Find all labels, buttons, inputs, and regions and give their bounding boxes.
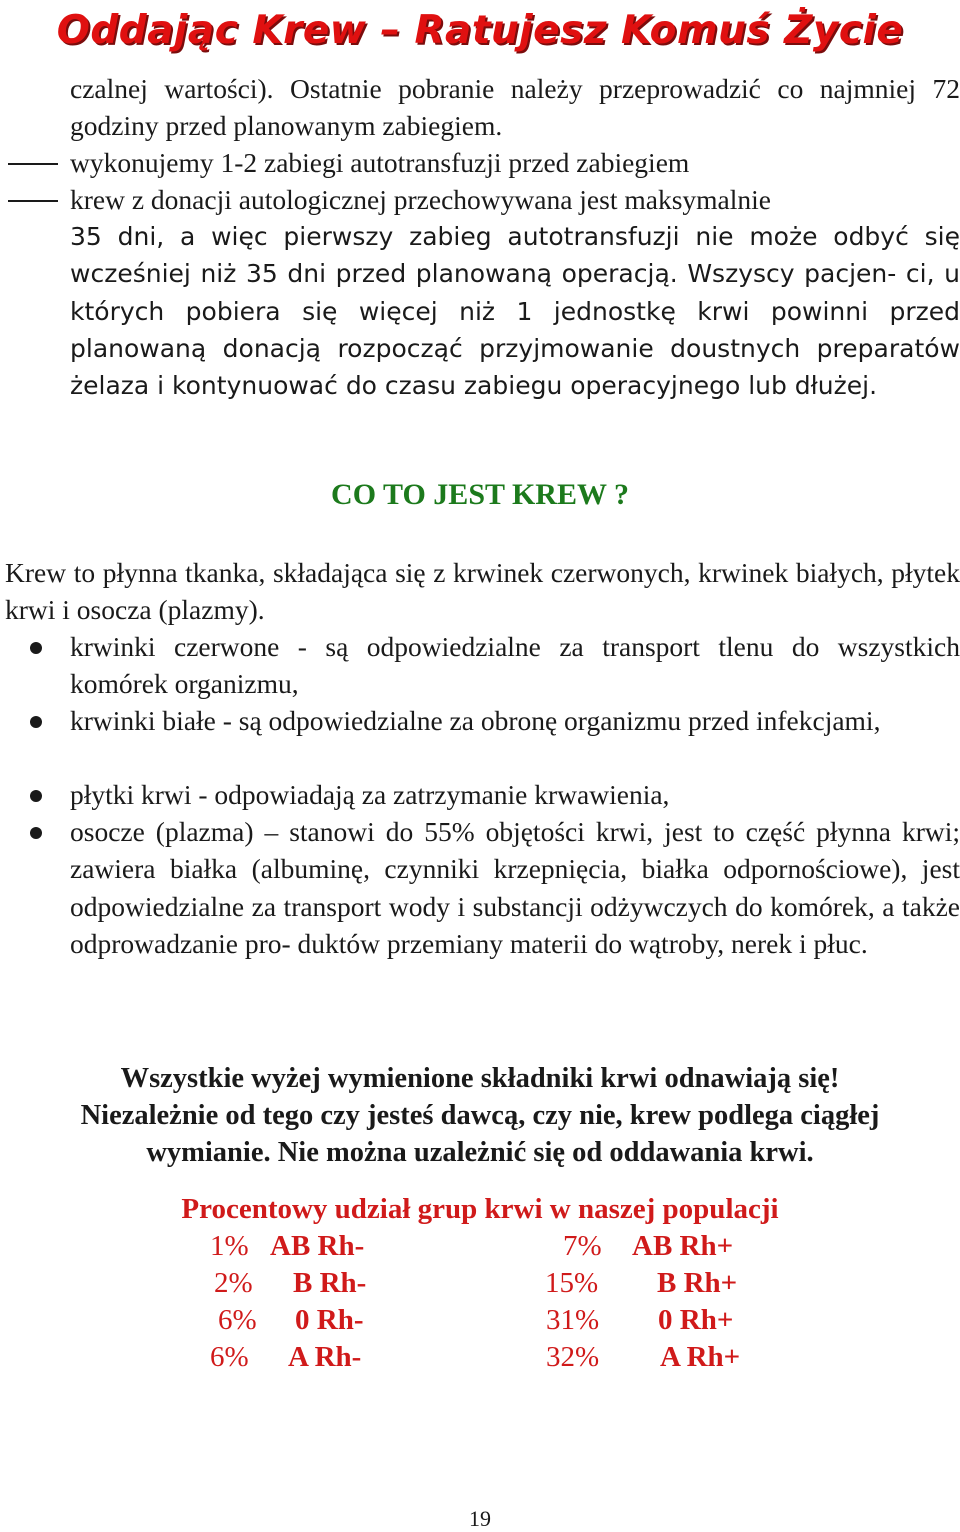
bullet-icon — [30, 827, 42, 839]
notice-line-1: Wszystkie wyżej wymienione składniki krwi odnawiają się! — [120, 1063, 840, 1094]
neg-percent: 1% — [210, 1230, 249, 1262]
notice-line-2: Niezależnie od tego czy jesteś dawcą, czy nie, krew podlega ciągłej — [80, 1100, 880, 1131]
pos-label: A Rh+ — [660, 1341, 741, 1373]
page-header — [0, 0, 960, 62]
pos-label: 0 Rh+ — [658, 1304, 734, 1336]
blood-group-row — [0, 1341, 960, 1378]
dash-item-1: wykonujemy 1-2 zabiegi autotransfuzji przed zabiegiem — [70, 147, 690, 178]
pos-label: B Rh+ — [657, 1267, 738, 1299]
neg-label: 0 Rh- — [295, 1304, 364, 1336]
intro-paragraph-1 — [70, 70, 960, 145]
page-number: 19 — [469, 1506, 491, 1531]
neg-percent: 2% — [214, 1267, 253, 1299]
blood-group-row — [0, 1230, 960, 1267]
bullet-item-4: osocze (plazma) – stanowi do 55% objętości krwi, jest to część płynna krwi; zawiera białka (albuminę, czynniki krzepnięcia, białka odpornościowe), jest odpowiedzialne za transport wody i substancji odżywczych do komórek, a także odprowadzanie pro- duktów przemiany materii do wątroby, nerek i płuc. — [70, 816, 960, 959]
bullet-icon — [30, 716, 42, 728]
bullet-item-2: krwinki białe - są odpowiedzialne za obronę organizmu przed infekcjami, — [70, 705, 881, 736]
bullet-item-1: krwinki czerwone - są odpowiedzialne za transport tlenu do wszystkich komórek organizmu, — [70, 631, 960, 700]
section-lead: Krew to płynna tkanka, składająca się z krwinek czerwonych, krwinek białych, płytek krwi i osocza (plazmy). — [5, 557, 960, 626]
pos-percent: 15% — [545, 1267, 599, 1299]
dash-item-2: krew z donacji autologicznej przechowywana jest maksymalnie — [70, 184, 771, 215]
intro-text-1: czalnej wartości). Ostatnie pobranie należy przeprowadzić co najmniej 72 godziny przed planowanym zabiegiem. — [70, 73, 960, 142]
bullet-icon — [30, 642, 42, 654]
dash-marker — [8, 163, 58, 165]
neg-label: AB Rh- — [270, 1230, 365, 1262]
section-heading: CO TO JEST KREW ? — [331, 478, 629, 511]
blood-group-row — [0, 1304, 960, 1341]
dash-marker — [8, 200, 58, 202]
bullet-item-3: płytki krwi - odpowiadają za zatrzymanie krwawienia, — [70, 779, 670, 810]
intro-text-2: 35 dni, a więc pierwszy zabieg autotransfuzji nie może odbyć się wcześniej niż 35 dni przed planowaną operacją. Wszyscy pacjen- ci, u których pobiera się więcej niż 1 jednostkę krwi powinni przed planowaną donacją rozpocząć przyjmowanie doustnych preparatów żelaza i kontynuować do czasu zabiegu operacyjnego lub dłużej. — [70, 222, 960, 401]
pos-percent: 31% — [546, 1304, 600, 1336]
pos-label: AB Rh+ — [632, 1230, 734, 1262]
pos-percent: 32% — [546, 1341, 600, 1373]
blood-groups-title: Procentowy udział grup krwi w naszej populacji — [181, 1193, 779, 1225]
neg-percent: 6% — [210, 1341, 249, 1373]
blood-group-row — [0, 1267, 960, 1304]
neg-label: A Rh- — [288, 1341, 362, 1373]
intro-paragraph-2 — [70, 218, 960, 404]
bullet-icon — [30, 790, 42, 802]
neg-label: B Rh- — [293, 1267, 367, 1299]
pos-percent: 7% — [563, 1230, 602, 1262]
neg-percent: 6% — [218, 1304, 257, 1336]
notice-line-3: wymianie. Nie można uzależnić się od oddawania krwi. — [146, 1137, 814, 1168]
header-title: Oddając Krew – Ratujesz Komuś Życie — [56, 8, 904, 53]
